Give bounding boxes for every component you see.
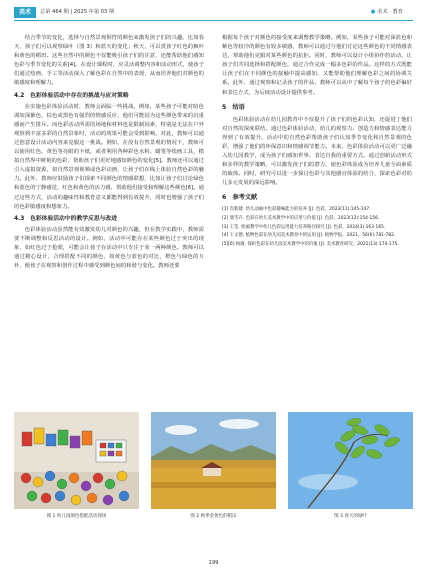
reference-item: [5][6] 杨敏. 探析色彩在幼儿园美术教学中的价值 [J]. 美术教育研究，2021(13):174-175. [222, 241, 399, 247]
heading-4-2: 4.2 色彩体验活动中存在的挑战与应对策略 [14, 92, 129, 99]
paragraph: 根据每个孩子对颜色的接受度来调整教学策略。例如，某些孩子可能对深蓝色和紫色等较冷的颜色有较多敏感，教师可以通过与他们讨论这些颜色的不同情感表达，帮助他们克服对某些颜色的抗拒。同时，教师可以设计小组协作的活动，让孩子们共同选择和搭配颜色，通过合作完成一幅多色彩的作品。这样的方式既能让孩子们在不同颜色的接触中提高感知，又能帮助他们理解色彩之间的协调关系。此外，通过观察和记录孩子的作品，教师可以从中了解每个孩子的色彩偏好和表达方式，为后续活动设计提供参考。 [222, 35, 412, 96]
reference-item: [3] 王莹. 绘画教学中幼儿色彩运用能力培养路径探究 [J]. 色彩，2024(3):163-165. [222, 224, 386, 230]
section-label [371, 8, 403, 15]
paragraph: 色彩体验活动虽然能有效激发幼儿对颜色的兴趣，但在教学实践中，教师需要不断调整和反思活动的设计。例如，活动中可能存在某些颜色过于突出的现象，如红色过于抢眼，可能会让孩子在活动中只专注于某一两种颜色。教师可以通过精心设计，合理搭配不同的颜色，如黄色与蓝色的对比，橙色与绿色的互补，使孩子在观察和创作过程中感受到颜色间的和谐与变化。教师还要 [14, 226, 204, 270]
reference-item: [2] 康雪卉. 色彩在幼儿美术教学中的应用与价值 [J]. 色彩，2023(12):154-156. [222, 216, 380, 221]
paragraph: 结合季节的变化，选择与自然景观相符的颜色来激发孩子们的兴趣。比如春天，孩子们可以观察绿叶（图 3）和蓝天的变化；秋天，可以赏孩子红色的枫叶和黄色的稻田。这些自然中的颜色不仅能吸引孩子们的注意，还能帮助他们感知色彩与季节变化的关系[4]。在设计课程时，应灵活调整内容和活动形式，使孩子们通过绘画、手工等活动深入了解色彩在自然中的表现，从而培养他们对颜色的敏感度和理解力。 [14, 35, 204, 87]
left-column [14, 34, 204, 271]
figure-spring-leaves-photo [288, 412, 413, 509]
page-header [0, 0, 427, 26]
figure-caption: 图 1 幼儿园颜色搭配活动现场 [46, 514, 107, 519]
reference-item: [1] 肖新捷. 幼儿动画中色彩趣味能力的培养 [J]. 色彩，2023(11):145-147. [222, 207, 371, 213]
journal-logo: 美术 [14, 7, 36, 18]
issue-info: 总第 464 期 | 2025 年第 03 期 [40, 9, 115, 15]
paragraph: 在实施色彩体验活动时，教师会面临一些挑战。例如，某些孩子可能对暗色调如深紫色、棕色或黑色有强烈的情感反应，他们可能因为这些颜色带来的沉重感而产生排斥。而色彩活动所需的场地和材料也是限制因素，特别是无法在户外观察到丰富多彩的自然景象时，活动的效果可能会受到影响。对此，教师可以通过创意设计活动内容来克服这一挑战。例如，在没有自然景观的情况下，教师可以使用红色、黄色等亮眼的卡纸，或者利用各种彩色水粉、蜡笔等绘画工具，模拟自然界中鲜艳的色彩，帮助孩子们更好地感知颜色的变化[5]。教师还可以通过引入虚拟资源，如自然景观视频或色彩动画，让孩子们在线上体验自然色彩的魅力。此外，教师应鼓励孩子们探索不同颜色的情感联想，比如让孩子们讨论绿色和蓝色的宁静感觉，红色和黄色的活力感，帮助他们接受和理解这些颜色[6]。通过这些方式，活动的趣味性和教育意义都能得到有效提升，同时也增强了孩子们的色彩敏感度和想象力。 [14, 103, 204, 210]
header-rule [14, 20, 413, 21]
heading-4-3: 4.3 色彩体验活动中的教学反思与改进 [14, 215, 118, 222]
reference-list [222, 206, 412, 248]
figure-caption: 图 2 秋季金黄色的稻田 [190, 514, 237, 519]
heading-conclusion: 5 结语 [222, 103, 245, 111]
page-number: 199 [208, 560, 219, 566]
heading-references: 6 参考文献 [222, 194, 258, 202]
figure-autumn-ricefield-photo [151, 412, 276, 509]
figure-colorful-cups-photo [14, 412, 139, 509]
figure-caption: 图 3 春天的绿叶 [334, 514, 367, 519]
paragraph: 色彩体验活动在幼儿园教育中不仅提升了孩子们的色彩认知，还促进了他们对自然的深度联结。通过色彩体验活动，幼儿的观察力、创造力和情感表达能力得到了有效提升。活动中的自然色彩帮助孩子们认知季节变化和自然景观的色彩，增强了他们的环保意识和情感调节能力。未来，色彩体验活动可以更广泛融入幼儿园教学，成为孩子们感知世界、表达自我的重要方式。通过创新活动形式和多样的教学策略，可以激发孩子们的潜力，使色彩体验成为培养儿童全面素质的载体。同时，研究可以进一步探讨色彩与其他感官体验的结合，探索色彩对幼儿多元发展的深远影响。 [222, 116, 412, 187]
reference-item: [4] 王文德. 植物色彩在幼儿园美术教育中的运用 [J]. 植物学报，2021，56(6):781-782. [222, 233, 396, 239]
section-label-text: 美术 · 教育 [377, 9, 403, 15]
figure-row [14, 412, 413, 522]
bullet-icon: ● [370, 9, 376, 15]
right-column [222, 34, 412, 249]
